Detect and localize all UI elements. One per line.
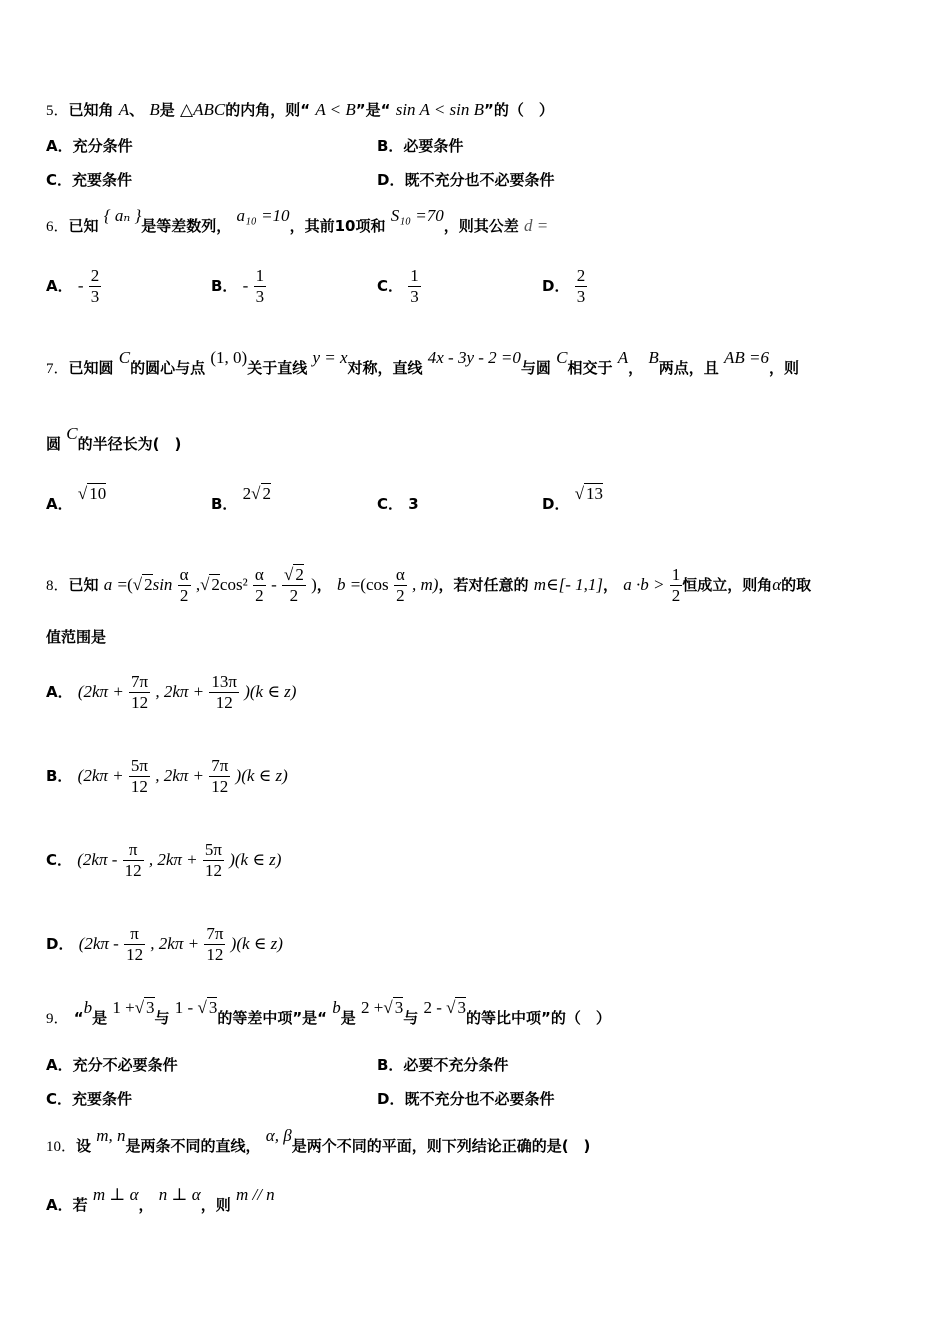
text: “: [73, 1009, 84, 1027]
text: 是两条不同的直线，: [125, 1137, 261, 1155]
math: A: [118, 100, 130, 119]
text: 恒成立，则角: [682, 576, 773, 594]
q6-option-a: [46, 266, 101, 307]
numerator: 7π: [131, 672, 149, 691]
option-label: A．: [46, 683, 73, 701]
math: 1 -: [174, 998, 194, 1017]
text: 与: [154, 1009, 170, 1027]
math: { aₙ }: [103, 206, 142, 225]
option-label: B．: [46, 767, 73, 785]
option-label: C．: [46, 851, 73, 869]
q8-stem: [46, 565, 811, 606]
math: =(: [117, 575, 133, 594]
radicand: 2: [211, 575, 220, 594]
math: , 2kπ +: [150, 934, 200, 953]
vector-b: b: [336, 575, 346, 594]
radicand: 13: [586, 484, 604, 503]
text: 是两个不同的平面，则下列结论正确的是( ): [291, 1137, 591, 1155]
math: m, n: [96, 1126, 126, 1145]
numerator: π: [123, 840, 144, 861]
option-label: C．: [377, 277, 404, 295]
math: S₁₀ =70: [390, 206, 444, 225]
denominator: 2: [671, 586, 681, 605]
fraction: [203, 840, 224, 881]
option-label: C．: [377, 495, 404, 513]
option-label: A．若: [46, 1196, 88, 1214]
radicand: 3: [146, 998, 155, 1017]
text: 已知: [68, 576, 99, 594]
math: (2kπ +: [77, 682, 124, 701]
text: 、: [129, 101, 145, 119]
denominator: 12: [204, 861, 222, 880]
q9-option-d: D．既不充分也不必要条件: [377, 1090, 555, 1108]
math: △ABC: [180, 100, 226, 119]
question-number: 5．: [46, 103, 69, 119]
text: 已知角: [68, 101, 114, 119]
math: 2 +: [361, 998, 384, 1017]
math: (2kπ -: [78, 934, 119, 953]
numerator: 7π: [211, 756, 229, 775]
math: =(cos: [350, 575, 389, 594]
q7-option-b: [211, 484, 272, 514]
question-number: 6．: [46, 219, 69, 235]
fraction: [89, 266, 102, 307]
q7-option-a: [46, 484, 107, 514]
text: 是等差数列，: [141, 217, 232, 235]
text: ，: [138, 1196, 154, 1214]
math: a₁₀ =10: [236, 206, 290, 225]
q8-option-a: [46, 672, 296, 713]
numerator: 13π: [211, 672, 237, 691]
sqrt-expression: √ 13: [574, 484, 604, 503]
numerator: 1: [671, 565, 681, 584]
text: 是: [340, 1009, 356, 1027]
q9-option-a: A．充分不必要条件: [46, 1056, 178, 1074]
text: ，其前: [289, 217, 335, 235]
fraction: [394, 565, 407, 606]
math: b: [332, 998, 341, 1017]
fraction: [209, 672, 239, 713]
numerator: √ 2: [283, 565, 304, 584]
radicand: 3: [457, 998, 466, 1017]
q6-stem: [46, 206, 549, 237]
question-number: 7．: [46, 361, 69, 377]
q9-option-c: C．充要条件: [46, 1090, 133, 1108]
text: 两点，且: [658, 359, 719, 377]
numerator: 2: [576, 266, 586, 285]
option-label: B．: [211, 495, 238, 513]
sqrt-expression: √ 2: [132, 575, 153, 594]
denominator: 3: [410, 287, 419, 306]
math: )(k ∈ z): [229, 850, 282, 869]
text: 与圆: [520, 359, 551, 377]
q7-stem-continued: [46, 424, 182, 454]
math: m ⊥ α: [92, 1185, 139, 1204]
text: 与: [403, 1009, 419, 1027]
radicand: 3: [394, 998, 404, 1017]
q5-stem: [46, 100, 554, 121]
text: 是: [92, 1009, 108, 1027]
text: ，: [628, 359, 644, 377]
q6-option-c: [377, 266, 421, 307]
denominator: 2: [396, 586, 405, 605]
fraction: [575, 266, 588, 307]
numerator: 5π: [204, 840, 222, 859]
numerator: 1: [410, 266, 419, 285]
math: B: [648, 348, 659, 367]
q6-option-b: [211, 266, 266, 307]
q7-option-d: [542, 484, 604, 514]
text: 的等比中项”的（ ）: [465, 1009, 611, 1027]
radicand: 10: [89, 484, 107, 503]
denominator: 12: [215, 693, 233, 712]
fraction: [282, 565, 306, 606]
option-value: 3: [408, 495, 419, 513]
text: ，若对任意的: [438, 576, 529, 594]
math: 2 -: [423, 998, 442, 1017]
fraction: [204, 924, 225, 965]
math: d =: [524, 216, 549, 235]
q7-stem: [46, 348, 800, 379]
fraction: [124, 924, 145, 965]
math: , 2kπ +: [155, 766, 204, 785]
q9-option-b: B．必要不充分条件: [377, 1056, 509, 1074]
fraction: [123, 840, 144, 881]
math: ,√ 2: [195, 575, 220, 594]
radicand: 3: [208, 998, 218, 1017]
sqrt-expression: √ 10: [77, 484, 107, 503]
denominator: 3: [576, 287, 586, 306]
math: m∈[- 1,1]: [533, 575, 603, 594]
vector-a: a: [103, 575, 113, 594]
math: α: [772, 575, 782, 594]
text: 10: [334, 217, 356, 235]
text: 是: [159, 101, 175, 119]
math: A < B: [315, 100, 356, 119]
numerator: 5π: [130, 756, 148, 775]
q5-option-b: B．必要条件: [377, 137, 464, 155]
question-number: 9．: [46, 1011, 69, 1027]
math: y = x: [312, 348, 348, 367]
q10-option-a: [46, 1185, 275, 1215]
q6-option-d: [542, 266, 587, 307]
math: )(k ∈ z): [244, 682, 297, 701]
math: )(k ∈ z): [230, 934, 283, 953]
math: 1 - √ 3: [174, 998, 218, 1017]
math: cos²: [219, 575, 248, 594]
math: C: [118, 348, 131, 367]
text: 的半径长为( ): [77, 435, 182, 453]
q5-option-d: D．既不充分也不必要条件: [377, 171, 555, 189]
denominator: 2: [179, 586, 189, 605]
text: 关于直线: [247, 359, 308, 377]
math: b: [83, 998, 93, 1017]
math: a ·b >: [623, 575, 665, 594]
q8-option-d: [46, 924, 283, 965]
math: , 2kπ +: [148, 850, 198, 869]
q5-option-c: C．充要条件: [46, 171, 133, 189]
sign: -: [77, 276, 84, 295]
math: , m): [412, 575, 439, 594]
text: ，则其公差: [443, 217, 519, 235]
math: 1 +: [112, 998, 135, 1017]
option-label: A．: [46, 495, 73, 513]
math: C: [556, 348, 568, 367]
q8-option-c: [46, 840, 281, 881]
q8-stem-continued: 值范围是: [46, 628, 107, 646]
numerator: α: [179, 565, 189, 584]
denominator: 12: [206, 945, 224, 964]
radicand: 2: [295, 565, 304, 584]
text: ，: [603, 576, 619, 594]
math: sin A < sin B: [395, 100, 485, 119]
math: 2 +√ 3: [361, 998, 404, 1017]
math: 1 +√ 3: [112, 998, 155, 1017]
sqrt-expression: 2√ 2: [242, 484, 272, 503]
text: 相交于: [567, 359, 613, 377]
text: 已知圆: [68, 359, 114, 377]
option-label: D．: [46, 935, 74, 953]
fraction: [129, 756, 150, 797]
question-number: 10．: [46, 1139, 77, 1155]
math: α, β: [265, 1126, 292, 1145]
radicand: 2: [262, 484, 272, 503]
q8-option-b: [46, 756, 288, 797]
math: n ⊥ α: [158, 1185, 201, 1204]
text: 的等差中项”是“: [217, 1009, 328, 1027]
numerator: π: [124, 924, 145, 945]
close-paren: ): [311, 575, 317, 594]
text: ，则: [200, 1196, 231, 1214]
fraction: [129, 672, 150, 713]
q10-stem: [46, 1126, 591, 1157]
denominator: 12: [130, 777, 148, 796]
math: (2kπ +: [77, 766, 124, 785]
denominator: 3: [90, 287, 100, 306]
q5-option-a: A．充分条件: [46, 137, 133, 155]
minus-sign: -: [271, 575, 277, 594]
text: ，: [316, 576, 332, 594]
text: ”是“: [355, 101, 391, 119]
math: AB =6: [724, 348, 770, 367]
math: (1, 0): [210, 348, 248, 367]
question-number: 8．: [46, 578, 69, 594]
fraction: [178, 565, 191, 606]
text: ”的（ ）: [484, 101, 554, 119]
numerator: α: [395, 565, 405, 584]
math: sin: [152, 575, 173, 594]
fraction: [254, 266, 267, 307]
fraction: [209, 756, 230, 797]
numerator: 1: [255, 266, 265, 285]
math: B: [149, 100, 160, 119]
math: A: [617, 348, 629, 367]
math: m // n: [235, 1185, 275, 1204]
numerator: 2: [90, 266, 100, 285]
text: 圆: [46, 435, 62, 453]
option-label: B．: [211, 277, 238, 295]
denominator: 2: [289, 586, 299, 605]
denominator: 12: [211, 777, 229, 796]
numerator: 7π: [206, 924, 224, 943]
math: )(k ∈ z): [235, 766, 288, 785]
math: (2kπ -: [77, 850, 118, 869]
denominator: 3: [255, 287, 265, 306]
option-label: A．: [46, 277, 73, 295]
text: 项和: [355, 217, 386, 235]
text: 已知: [68, 217, 99, 235]
text: 对称，直线: [347, 359, 423, 377]
q7-option-c: [377, 494, 419, 514]
q9-stem: [46, 998, 611, 1029]
fraction: [670, 565, 683, 606]
text: 的圆心与点: [130, 359, 206, 377]
option-label: D．: [542, 277, 570, 295]
math: C: [66, 424, 78, 443]
sign: -: [242, 276, 249, 295]
denominator: 12: [124, 861, 142, 880]
math: 4x - 3y - 2 =0: [427, 348, 521, 367]
denominator: 2: [255, 586, 264, 605]
coefficient: 2: [242, 484, 252, 503]
text: 的取: [781, 576, 812, 594]
numerator: α: [254, 565, 264, 584]
fraction: [253, 565, 266, 606]
text: 的内角，则“: [225, 101, 311, 119]
math: , 2kπ +: [155, 682, 205, 701]
math: 2 - √ 3: [423, 998, 466, 1017]
radicand: 2: [144, 575, 153, 594]
text: 设: [76, 1137, 92, 1155]
option-label: D．: [542, 495, 570, 513]
fraction: [408, 266, 421, 307]
text: ，则: [769, 359, 800, 377]
denominator: 12: [131, 693, 149, 712]
denominator: 12: [126, 945, 144, 964]
